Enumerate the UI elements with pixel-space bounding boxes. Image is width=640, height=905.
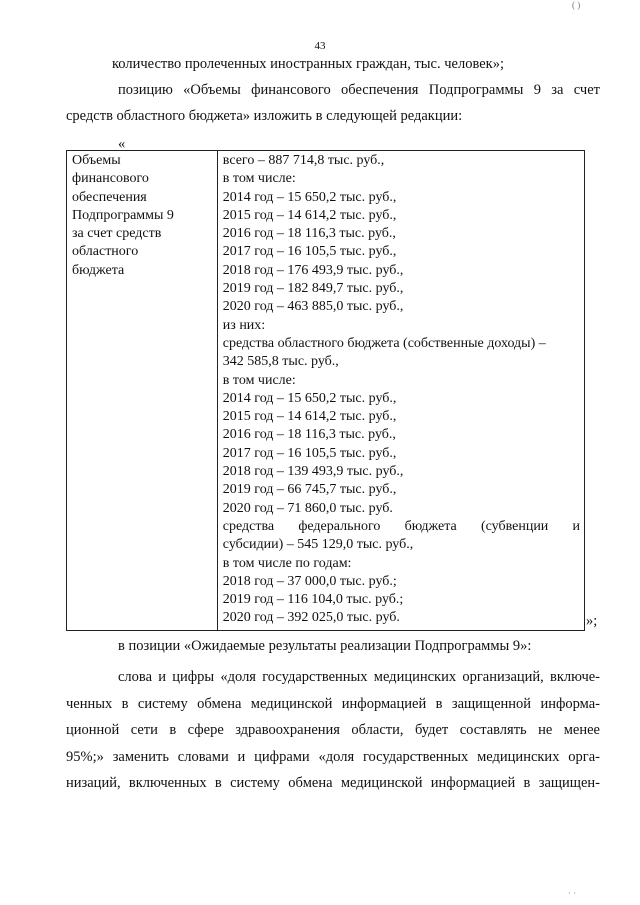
paragraph-line: слова и цифры «доля государственных медицинских организаций, включе- — [118, 669, 600, 685]
value-line: субсидии) – 545 129,0 тыс. руб., — [222, 537, 414, 553]
label-line: Подпрограммы 9 — [72, 207, 174, 223]
label-line: за счет средств — [72, 226, 162, 242]
value-line: 2015 год – 14 614,2 тыс. руб., — [222, 207, 397, 223]
value-line: средства областного бюджета (собственные доходы) – — [222, 335, 546, 351]
value-line: 2018 год – 37 000,0 тыс. руб.; — [222, 573, 397, 589]
value-line: в том числе: — [222, 171, 296, 187]
intro-line-2: позицию «Объемы финансового обеспечения Подпрограммы 9 за счет — [118, 82, 600, 98]
value-line: 2020 год – 392 025,0 тыс. руб. — [222, 610, 400, 626]
value-line: 2018 год – 139 493,9 тыс. руб., — [222, 464, 404, 480]
page-number: 43 — [314, 40, 326, 52]
value-line: 2020 год – 71 860,0 тыс. руб. — [222, 500, 393, 516]
value-line: 2017 год – 16 105,5 тыс. руб., — [222, 244, 397, 260]
label-line: финансового — [72, 171, 149, 187]
value-line: из них: — [222, 317, 266, 333]
paragraph-line: ченных в систему обмена медицинской информацией в защищенной информа- — [66, 696, 600, 712]
value-line: в том числе: — [222, 372, 296, 388]
intro-line-3: средств областного бюджета» изложить в следующей редакции: — [66, 108, 463, 124]
intro-line-1: количество пролеченных иностранных граждан, тыс. человек»; — [112, 56, 504, 72]
quote-close: »; — [586, 613, 598, 629]
value-line: 2014 год – 15 650,2 тыс. руб., — [222, 390, 397, 406]
value-line: 2016 год – 18 116,3 тыс. руб., — [222, 226, 396, 242]
value-line: 2019 год – 116 104,0 тыс. руб.; — [222, 592, 404, 608]
value-line: 2018 год – 176 493,9 тыс. руб., — [222, 262, 404, 278]
value-line: 2016 год – 18 116,3 тыс. руб., — [222, 427, 396, 443]
value-line: 2019 год – 182 849,7 тыс. руб., — [222, 281, 404, 297]
table-cell-values — [217, 151, 584, 631]
label-line: Объемы — [72, 153, 121, 168]
value-line: 2019 год – 66 745,7 тыс. руб., — [222, 482, 397, 498]
paragraph-line: низаций, включенных в систему обмена медицинской информацией в защищен- — [66, 775, 600, 791]
value-line: средства федерального бюджета (субвенции и — [222, 518, 580, 534]
value-line: 2020 год – 463 885,0 тыс. руб., — [222, 299, 404, 315]
label-line: областного — [72, 244, 139, 260]
quote-open: « — [118, 136, 126, 152]
paragraph-line: ционной сети в сфере здравоохранения области, будет составлять не менее — [66, 722, 600, 738]
bottom-mark: · · — [568, 888, 577, 898]
financing-table — [66, 150, 585, 631]
table-cell-label — [67, 151, 218, 631]
value-line: в том числе по годам: — [222, 555, 352, 571]
value-line: 342 585,8 тыс. руб., — [222, 354, 339, 370]
paragraph-results: в позиции «Ожидаемые результаты реализации Подпрограммы 9»: — [118, 638, 532, 654]
value-line: 2017 год – 16 105,5 тыс. руб., — [222, 445, 397, 461]
value-line: всего – 887 714,8 тыс. руб., — [222, 153, 385, 168]
corner-mark: ( ) — [572, 0, 581, 10]
paragraph-line: 95%;» заменить словами и цифрами «доля государственных медицинских орга- — [66, 749, 600, 765]
value-line: 2014 год – 15 650,2 тыс. руб., — [222, 189, 397, 205]
label-line: бюджета — [72, 262, 125, 278]
label-line: обеспечения — [72, 189, 147, 205]
value-line: 2015 год – 14 614,2 тыс. руб., — [222, 409, 397, 425]
table-row — [67, 151, 585, 631]
